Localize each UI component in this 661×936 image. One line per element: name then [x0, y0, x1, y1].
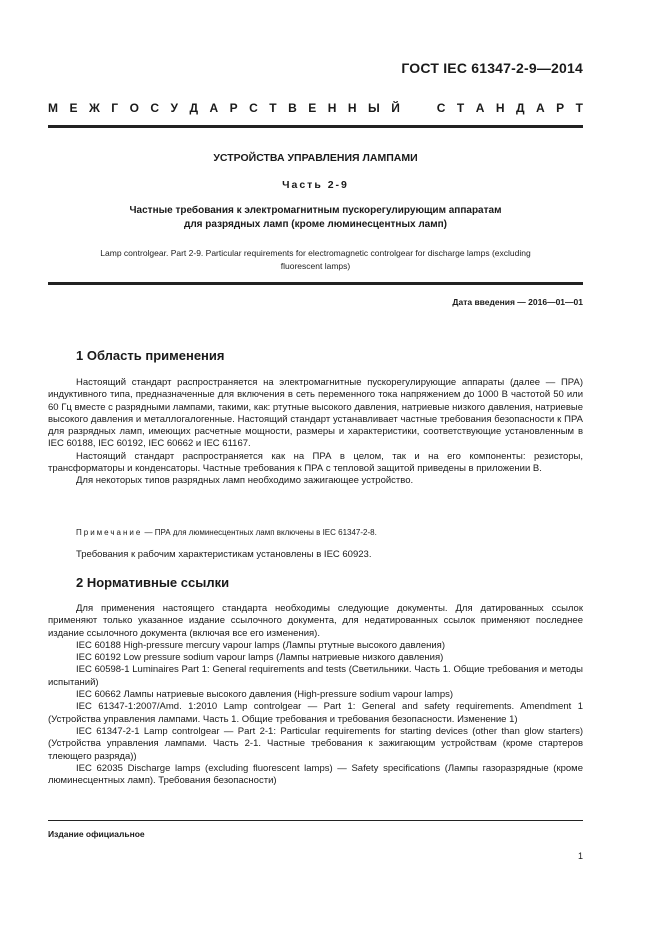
banner-letter: Н: [495, 101, 505, 115]
paragraph: Требования к рабочим характеристикам установлены в IEC 60923.: [76, 549, 372, 560]
banner-letter: А: [536, 101, 545, 115]
page-number: 1: [577, 851, 583, 861]
english-title: [48, 247, 583, 273]
section-2-heading: 2 Нормативные ссылки: [76, 575, 230, 590]
banner-letter: Т: [575, 101, 583, 115]
top-divider: [48, 125, 583, 128]
note-text: — ПРА для люминесцентных ламп включены в IEC 61347-2-8.: [142, 528, 377, 537]
banner-letter: Т: [456, 101, 465, 115]
banner-letter: С: [249, 101, 258, 115]
reference-item: IEC 61347-2-1 Lamp controlgear — Part 2-1: Particular requirements for starting devices (other than glow starters) (Устройства управления лампами. Часть 2-1. Частные требования к зажигающим устройствам (кроме стартеров тлеющего разряда)): [48, 725, 583, 762]
paragraph: Для применения настоящего стандарта необходимы следующие документы. Для датированных ссылок применяют только указанное издание ссылочного документа, для недатированных ссылок применяют последнее издание ссылочного документа (включая все его изменения).: [48, 603, 583, 639]
subtitle-line: для разрядных ламп (кроме люминесцентных ламп): [183, 219, 448, 230]
paragraph: Для некоторых типов разрядных ламп необходимо зажигающее устройство.: [76, 475, 414, 487]
banner-letter: Д: [515, 101, 525, 115]
banner-letter: Й: [391, 101, 400, 115]
banner-letter: Д: [189, 101, 199, 115]
section-1-heading: 1 Область применения: [76, 348, 225, 363]
banner-letter: Р: [556, 101, 565, 115]
banner-letter: С: [150, 101, 160, 115]
section-1-tail: [48, 549, 583, 561]
banner-letter: А: [475, 101, 485, 115]
banner-letter: Е: [69, 101, 78, 115]
document-code: ГОСТ IEC 61347-2-9—2014: [401, 60, 583, 76]
reference-item: IEC 60598-1 Luminaires Part 1: General requirements and tests (Светильники. Часть 1. Общие требования и методы испытаний): [48, 664, 583, 688]
banner-letter: Н: [347, 101, 357, 115]
banner-letter: С: [436, 101, 446, 115]
date-of-introduction: Дата введения — 2016—01—01: [452, 297, 583, 307]
subtitle-line: Частные требования к электромагнитным пускорегулирующим аппаратам: [129, 205, 502, 216]
section-1-body: [48, 377, 583, 488]
banner-letter: У: [170, 101, 178, 115]
reference-item: IEC 61347-1:2007/Amd. 1:2010 Lamp controlgear — Part 1: General and safety requirements. Amendment 1 (Устройства управления лампами. Часть 1. Общие требования и требования безопасности. Изменение 1): [48, 701, 583, 725]
interstate-standard-banner: [48, 101, 583, 115]
reference-item: IEC 62035 Discharge lamps (excluding fluorescent lamps) — Safety specifications (Лампы газоразрядные (кроме люминесцентных ламп). Требования безопасности): [48, 762, 583, 787]
part-label: Часть 2-9: [282, 179, 349, 191]
title-divider: [48, 282, 583, 285]
banner-gap: [411, 101, 425, 115]
reference-item: IEC 60662 Лампы натриевые высокого давления (High-pressure sodium vapour lamps): [76, 689, 454, 701]
banner-letter: Е: [308, 101, 317, 115]
banner-letter: А: [209, 101, 219, 115]
note-lead: Примечание: [76, 528, 143, 537]
banner-letter: Ж: [88, 101, 100, 115]
normative-references: [48, 603, 583, 787]
reference-item: IEC 60192 Low pressure sodium vapour lamps (Лампы натриевые низкого давления): [76, 652, 444, 664]
banner-letter: О: [129, 101, 139, 115]
english-title-line: Lamp controlgear. Part 2-9. Particular requirements for electromagnetic controlgear for discharge lamps (excluding: [100, 248, 531, 258]
paragraph: Настоящий стандарт распространяется на электромагнитные пускорегулирующие аппараты (далее — ПРА) индуктивного типа, предназначенные для включения в сеть переменного тока напряжением до 1000 В частотой 50 или 60 Гц вместе с разрядными лампами, такими, как: ртутные высокого давления, натриевые низкого давления, натриевые высокого давления и металлогалогенные. Настоящий стандарт устанавливает частные требования безопасности к ПРА для разрядных ламп, имеющих расчетные мощности, размеры и характеристики, соответствующие установленным в IEC 60188, IEC 60192, IEC 60662 и IEC 61167.: [48, 377, 583, 450]
official-edition-label: Издание официальное: [48, 829, 145, 839]
document-title: УСТРОЙСТВА УПРАВЛЕНИЯ ЛАМПАМИ: [213, 152, 418, 164]
footer-divider: [48, 820, 583, 821]
banner-letter: В: [288, 101, 297, 115]
banner-letter: М: [48, 101, 58, 115]
banner-letter: Ы: [367, 101, 380, 115]
note: [76, 528, 583, 537]
banner-letter: Р: [229, 101, 238, 115]
banner-letter: Н: [327, 101, 337, 115]
banner-letter: Т: [269, 101, 277, 115]
english-title-line: fluorescent lamps): [280, 261, 351, 271]
document-subtitle: [48, 204, 583, 232]
paragraph: Настоящий стандарт распространяется как на ПРА в целом, так и на его компоненты: резисторы, трансформаторы и конденсаторы. Частные требования к ПРА с тепловой защитой приведены в приложении В.: [48, 450, 583, 475]
banner-letter: Г: [111, 101, 119, 115]
reference-item: IEC 60188 High-pressure mercury vapour lamps (Лампы ртутные высокого давления): [76, 639, 445, 651]
